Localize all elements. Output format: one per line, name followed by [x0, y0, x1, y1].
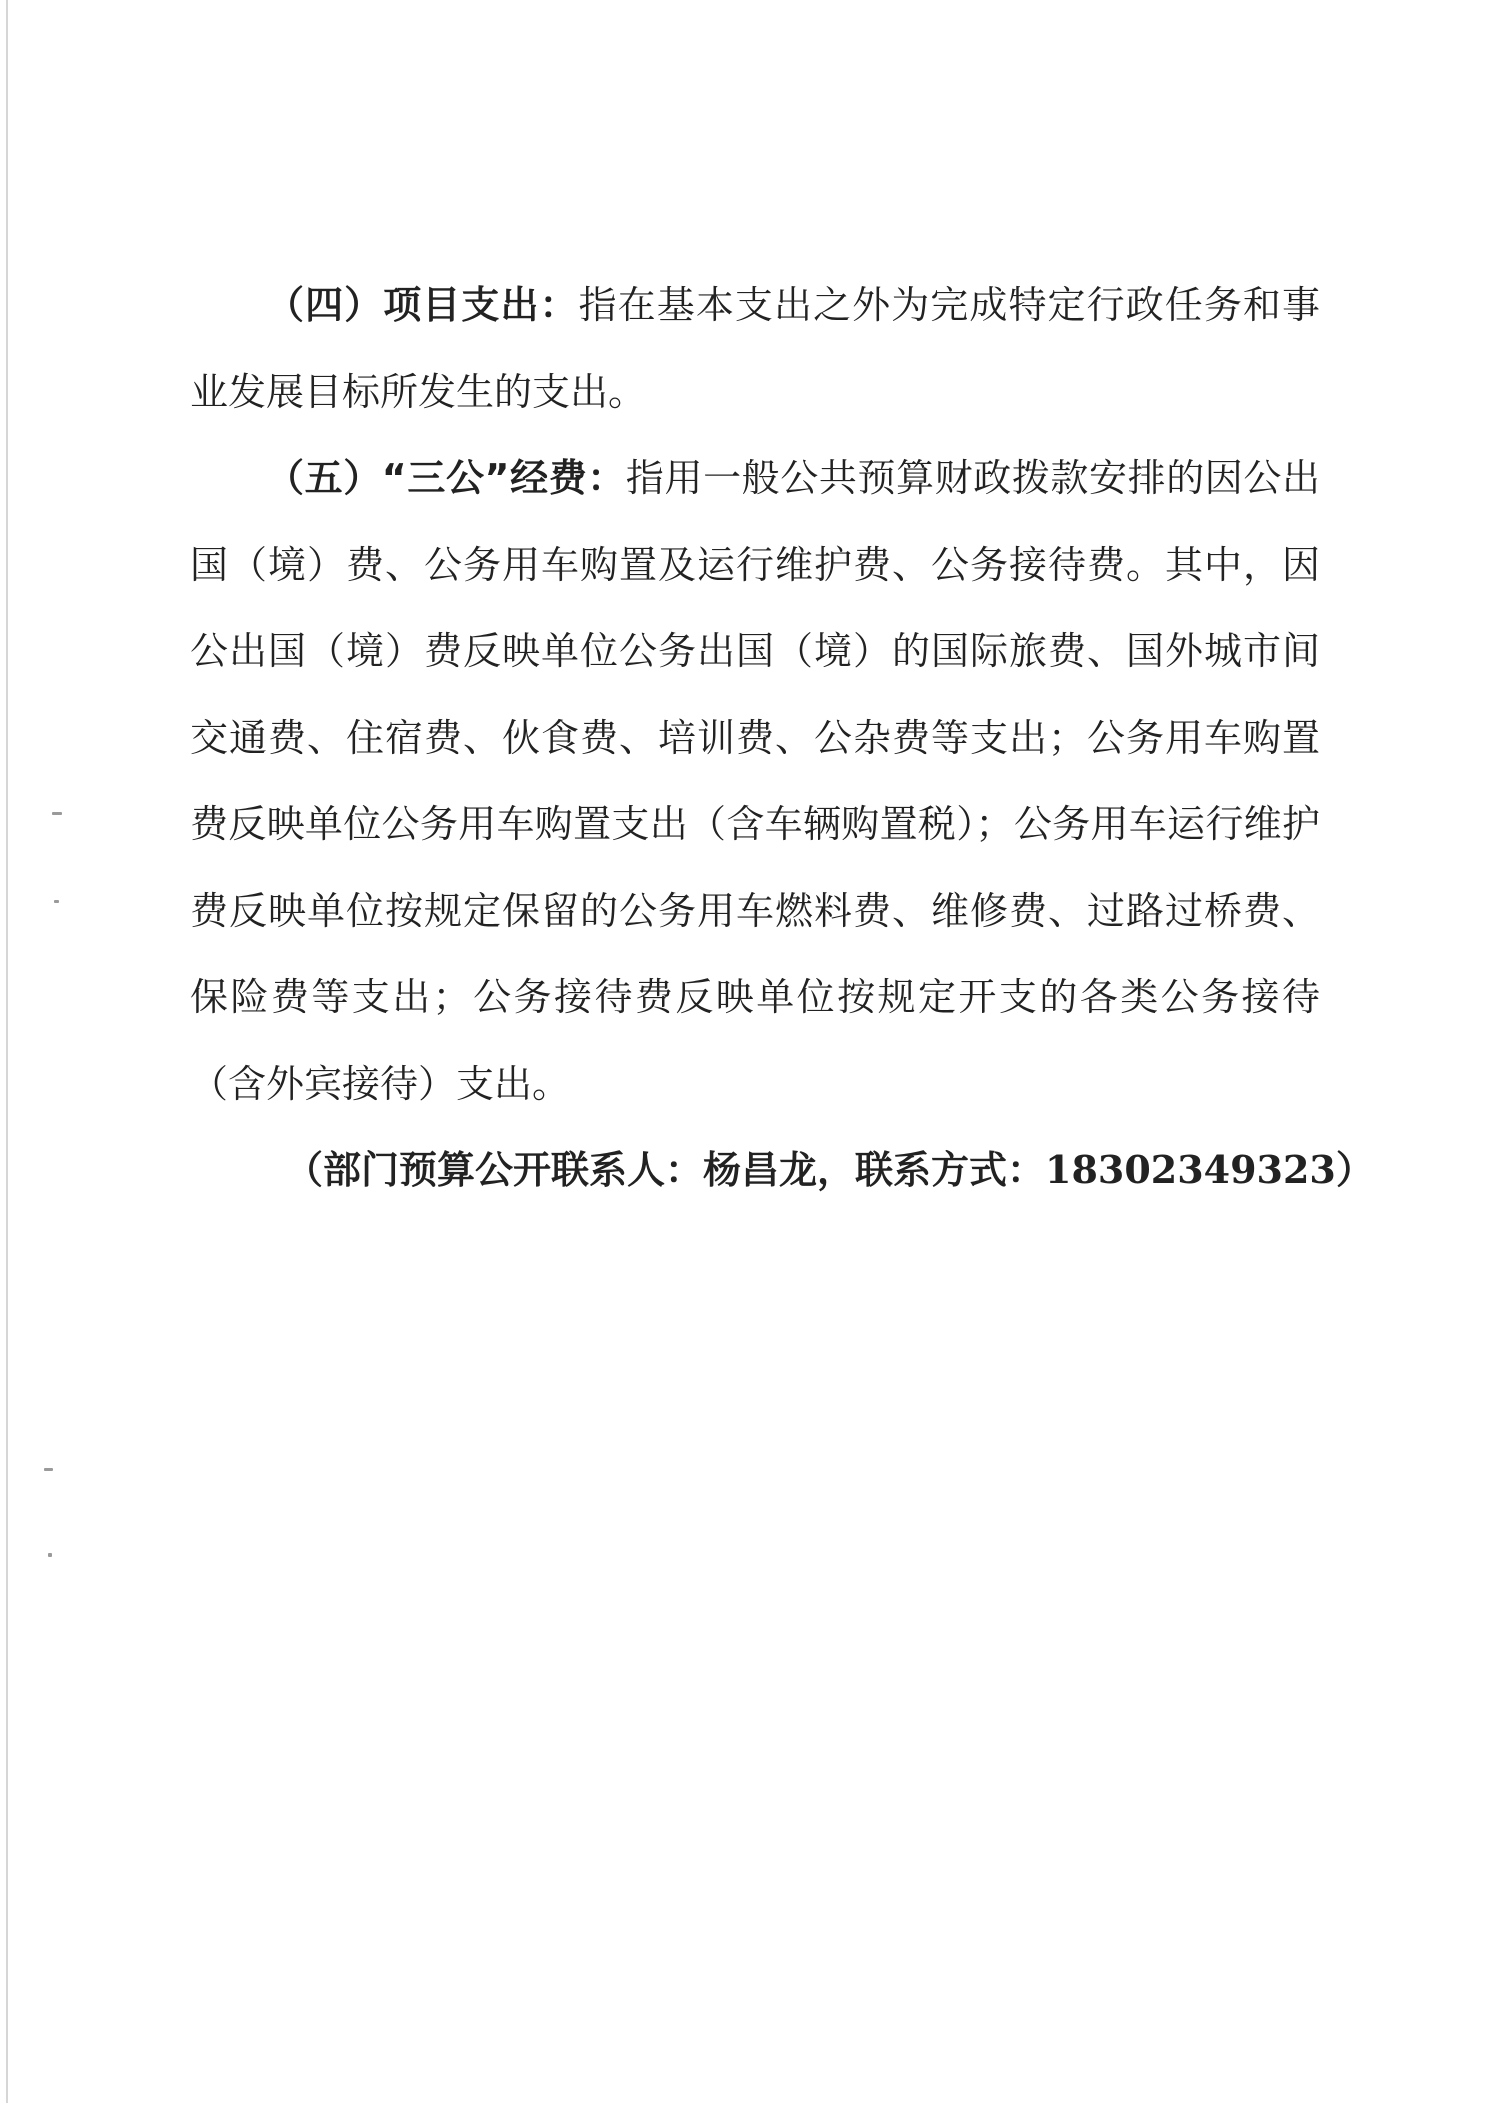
paragraph-lead: （四）项目支出： — [266, 283, 579, 327]
paragraph-three-public-expenses — [190, 435, 1320, 1127]
paragraph-lead: （五）“三公”经费： — [266, 456, 626, 500]
contact-prefix: （部门预算公开联系人：杨昌龙，联系方式： — [285, 1148, 1046, 1192]
paragraph-text: 指在基本支出之外为完成特定行政任务和事业发展目标所发生的支出。 — [190, 283, 1320, 414]
contact-suffix: ） — [1335, 1148, 1374, 1192]
contact-line — [190, 1127, 1374, 1214]
scan-left-edge — [6, 0, 8, 2103]
scan-speck — [44, 1468, 53, 1471]
contact-phone: 18302349323 — [1045, 1147, 1336, 1192]
scan-speck — [48, 1553, 52, 1557]
paragraph-text: 指用一般公共预算财政拨款安排的因公出国（境）费、公务用车购置及运行维护费、公务接待费。其中，因公出国（境）费反映单位公务出国（境）的国际旅费、国外城市间交通费、住宿费、伙食费、培训费、公杂费等支出；公务用车购置费反映单位公务用车购置支出（含车辆购置税）；公务用车运行维护费反映单位按规定保留的公务用车燃料费、维修费、过路过桥费、保险费等支出；公务接待费反映单位按规定开支的各类公务接待（含外宾接待）支出。 — [190, 456, 1320, 1106]
document-body — [190, 262, 1374, 1214]
scan-speck — [54, 900, 59, 903]
paragraph-project-expenditure — [190, 262, 1320, 435]
scan-speck — [52, 812, 62, 815]
